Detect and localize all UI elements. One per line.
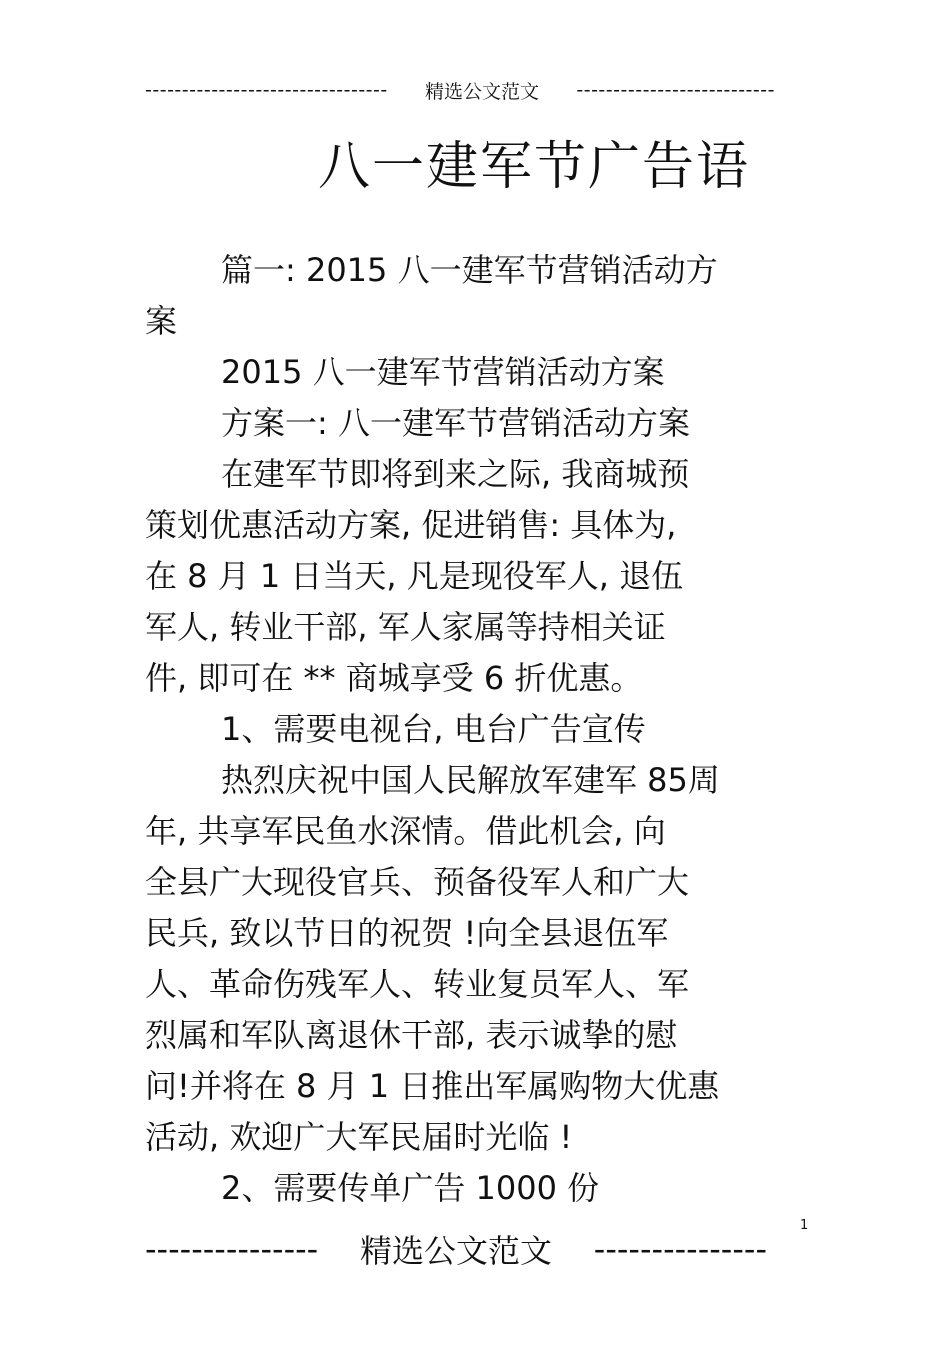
paragraph-line: 烈属和军队离退休干部, 表示诚挚的慰 (145, 1016, 678, 1054)
paragraph-line: 民兵, 致以节日的祝贺 !向全县退伍军 (145, 914, 669, 952)
paragraph-line: 案 (145, 302, 178, 340)
document-body (145, 245, 810, 1214)
header-rule-right: --------------------------- (576, 79, 775, 101)
footer-text: 精选公文范文 (359, 1232, 552, 1270)
paragraph-line: 问!并将在 8 月 1 日推出军属购物大优惠 (145, 1067, 720, 1105)
page-number: 1 (800, 1218, 809, 1233)
header-text: 精选公文范文 (425, 80, 540, 103)
paragraph-line: 热烈庆祝中国人民解放军建军 85周 (221, 761, 720, 799)
page-header (145, 74, 775, 106)
paragraph-line: 篇一: 2015 八一建军节营销活动方 (221, 251, 718, 289)
paragraph-line: 活动, 欢迎广大军民届时光临 ! (145, 1118, 573, 1156)
paragraph-line: 全县广大现役官兵、预备役军人和广大 (145, 863, 690, 901)
paragraph-line: 年, 共享军民鱼水深情。借此机会, 向 (145, 812, 666, 850)
paragraph-line: 军人, 转业干部, 军人家属等持相关证 (145, 608, 666, 646)
footer-rule-left: --------------- (145, 1230, 319, 1268)
paragraph-line: 件, 即可在 ** 商城享受 6 折优惠。 (145, 659, 643, 697)
paragraph-line: 2015 八一建军节营销活动方案 (221, 353, 665, 391)
document-title: 八一建军节广告语 (318, 137, 751, 197)
paragraph-line: 方案一: 八一建军节营销活动方案 (221, 404, 690, 442)
footer-rule-right: --------------- (593, 1230, 767, 1268)
header-rule-left: --------------------------------- (145, 79, 388, 101)
paragraph-line: 2、需要传单广告 1000 份 (221, 1169, 600, 1207)
page-footer (145, 1225, 767, 1273)
paragraph-line: 策划优惠活动方案, 促进销售: 具体为, (145, 506, 677, 544)
paragraph-line: 在 8 月 1 日当天, 凡是现役军人, 退伍 (145, 557, 684, 595)
paragraph-line: 人、革命伤残军人、转业复员军人、军 (145, 965, 690, 1003)
paragraph-line: 在建军节即将到来之际, 我商城预 (221, 455, 690, 493)
paragraph-line: 1、需要电视台, 电台广告宣传 (221, 710, 646, 748)
